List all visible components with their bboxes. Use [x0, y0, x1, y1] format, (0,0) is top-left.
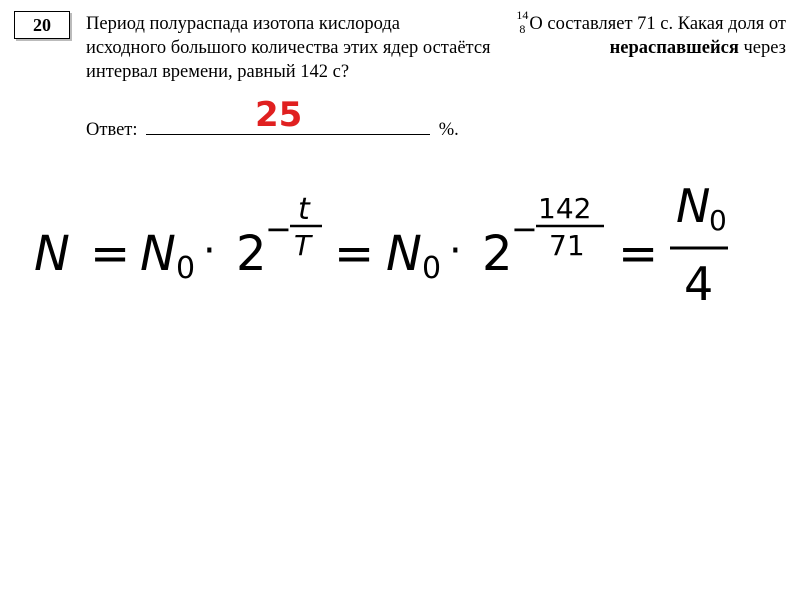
formula-equals-1: = [90, 226, 131, 282]
formula-equals-3: = [618, 226, 659, 282]
isotope-with-text [516, 8, 786, 36]
formula-N0-2: N [386, 226, 422, 282]
formula-N0-2-subscript: 0 [422, 251, 442, 286]
formula [0, 180, 800, 320]
formula-minus-2: − [511, 210, 538, 248]
answer-label: Ответ: [86, 120, 138, 140]
question-line-3: интервал времени, равный 142 с? [86, 62, 350, 82]
formula-two-1: 2 [236, 226, 267, 282]
isotope-mass-number: 14 [516, 8, 529, 22]
question-line-2-bold: нераспавшейся [609, 38, 739, 58]
answer-value: 25 [255, 95, 303, 135]
question-line-2-end: через [743, 38, 786, 58]
formula-N0-3: N [676, 180, 711, 233]
answer-unit: %. [438, 120, 459, 140]
formula-denominator-71: 71 [549, 229, 585, 262]
question-line-1-end: составляет 71 с. Какая доля от [547, 14, 786, 34]
formula-dot-1: · [203, 228, 216, 274]
isotope-symbol: O [529, 14, 543, 34]
question-line-1 [86, 8, 786, 36]
formula-T: T [294, 229, 312, 262]
isotope-notation [516, 8, 529, 36]
question-text [86, 8, 786, 84]
question-number: 20 [14, 11, 70, 39]
question-line-2 [86, 36, 786, 60]
formula-equals-2: = [334, 226, 375, 282]
formula-N: N [34, 226, 70, 282]
formula-N0-1-subscript: 0 [176, 251, 196, 286]
formula-dot-2: · [449, 228, 462, 274]
formula-numerator-142: 142 [538, 192, 592, 225]
formula-N0-1: N [140, 226, 176, 282]
question-line-2-start: исходного большого количества этих ядер остаётся [86, 38, 491, 58]
formula-denominator-4: 4 [684, 257, 714, 311]
isotope-charge-number: 8 [519, 22, 526, 36]
formula-minus-1: − [265, 210, 292, 248]
formula-N0-3-subscript: 0 [709, 204, 727, 237]
question-line-1-start: Период полураспада изотопа кислорода [86, 14, 401, 34]
formula-two-2: 2 [482, 226, 513, 282]
formula-t: t [298, 192, 310, 227]
